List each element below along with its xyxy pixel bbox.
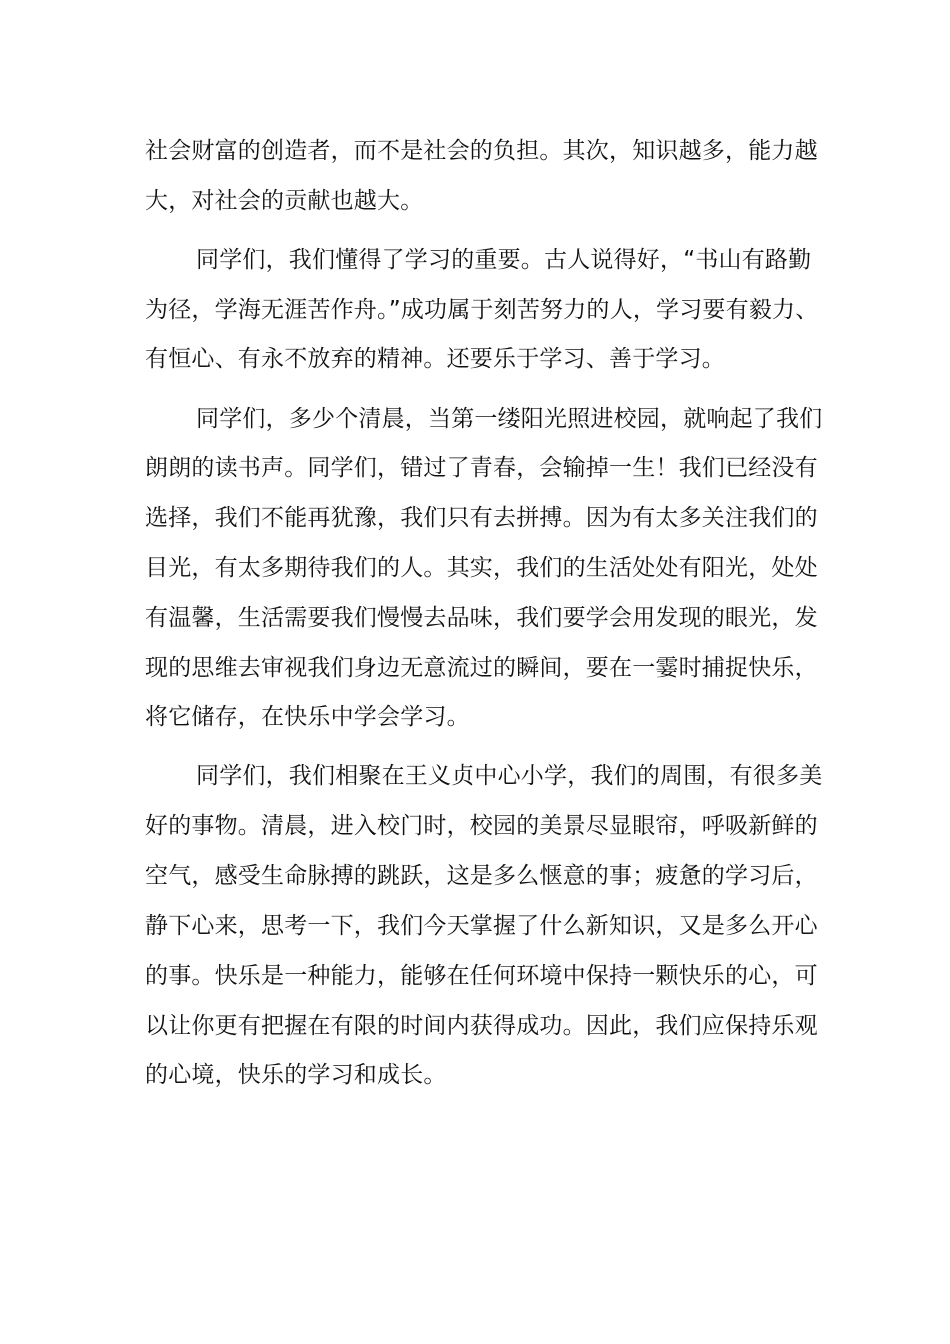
paragraph-line: 有温馨，生活需要我们慢慢去品味，我们要学会用发现的眼光，发 [145, 605, 818, 631]
paragraph-line: 将它储存，在快乐中学会学习。 [145, 704, 470, 730]
paragraph-line: 为径，学海无涯苦作舟。”成功属于刻苦努力的人，学习要有毅力、 [145, 297, 819, 323]
paragraph-line: 社会财富的创造者，而不是社会的负担。其次，知识越多，能力越 [145, 138, 818, 164]
paragraph-line: 朗朗的读书声。同学们，错过了青春，会输掉一生！我们已经没有 [145, 455, 818, 481]
paragraph-line: 静下心来，思考一下，我们今天掌握了什么新知识，又是多么开心 [145, 913, 818, 939]
paragraph-line: 同学们，多少个清晨，当第一缕阳光照进校园，就响起了我们 [196, 406, 823, 432]
paragraph-line: 选择，我们不能再犹豫，我们只有去拼搏。因为有太多关注我们的 [145, 505, 818, 531]
paragraph-line: 同学们，我们相聚在王义贞中心小学，我们的周围，有很多美 [196, 763, 823, 789]
paragraph-line: 空气，感受生命脉搏的跳跃，这是多么惬意的事；疲惫的学习后， [145, 863, 818, 889]
paragraph-line: 好的事物。清晨，进入校门时，校园的美景尽显眼帘，呼吸新鲜的 [145, 813, 818, 839]
paragraph-line: 的事。快乐是一种能力，能够在任何环境中保持一颗快乐的心，可 [145, 963, 818, 989]
paragraph-line: 有恒心、有永不放弃的精神。还要乐于学习、善于学习。 [145, 346, 725, 372]
paragraph-line: 大，对社会的贡献也越大。 [145, 188, 424, 214]
paragraph-line: 同学们，我们懂得了学习的重要。古人说得好，“书山有路勤 [196, 247, 812, 273]
paragraph-line: 的心境，快乐的学习和成长。 [145, 1062, 447, 1088]
paragraph-line: 现的思维去审视我们身边无意流过的瞬间，要在一霎时捕捉快乐， [145, 655, 818, 681]
paragraph-line: 目光，有太多期待我们的人。其实，我们的生活处处有阳光，处处 [145, 555, 818, 581]
paragraph-line: 以让你更有把握在有限的时间内获得成功。因此，我们应保持乐观 [145, 1013, 818, 1039]
